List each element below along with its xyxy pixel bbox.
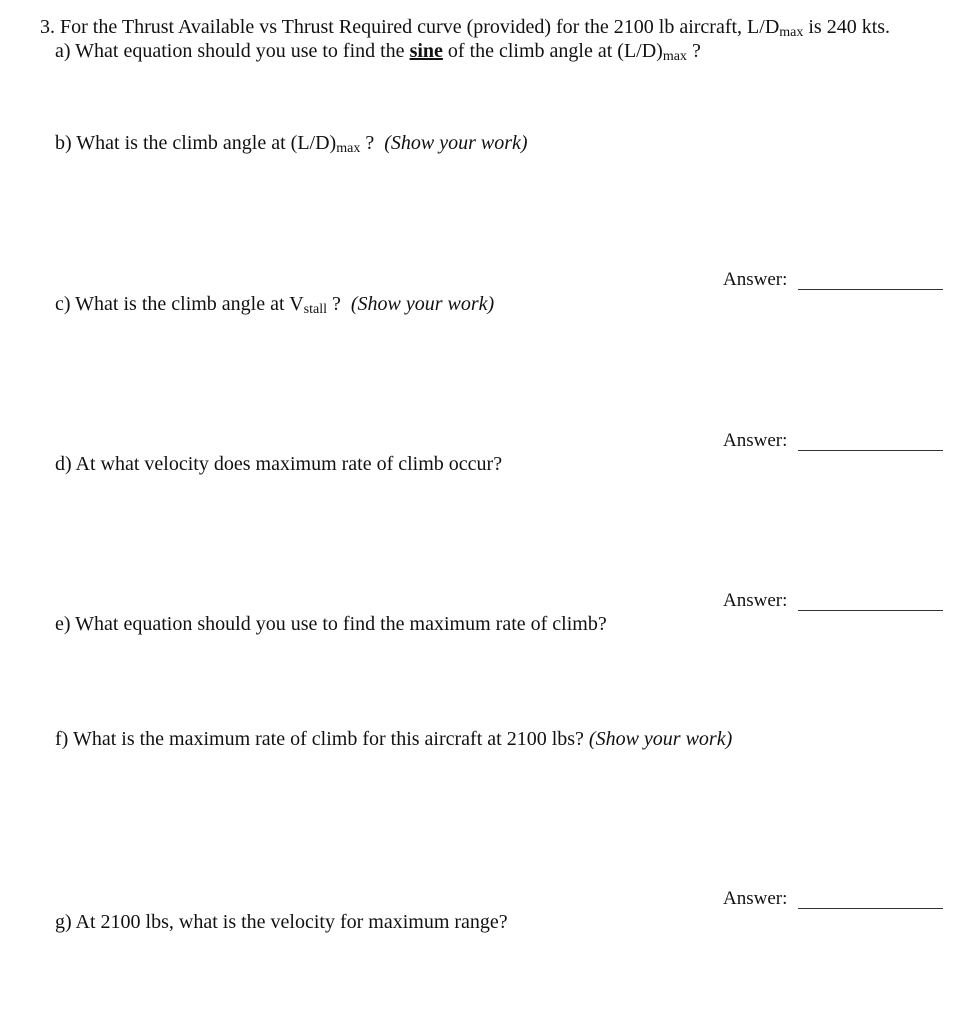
answer-label: Answer: — [723, 590, 788, 611]
question-3-text-end: is 240 kts. — [803, 16, 891, 38]
question-c-mid: ? — [326, 293, 346, 315]
question-g: g) At 2100 lbs, what is the velocity for maximum range? — [55, 911, 508, 933]
question-c — [55, 292, 494, 319]
question-a-emphasis: sine — [409, 40, 443, 62]
question-f-prefix: f) What is the maximum rate of climb for this aircraft at 2100 lbs? — [55, 728, 589, 750]
answer-label: Answer: — [723, 269, 788, 290]
answer-label: Answer: — [723, 888, 788, 909]
question-b — [55, 131, 528, 158]
subscript-stall: stall — [303, 302, 327, 317]
show-work-note: (Show your work) — [350, 293, 495, 315]
show-work-note: (Show your work) — [384, 132, 528, 154]
question-3-text: For the Thrust Available vs Thrust Required curve (provided) for the 2100 lb aircraft, L/D — [60, 16, 780, 38]
question-b-prefix: b) What is the climb angle at (L/D) — [55, 132, 337, 154]
show-work-note: (Show your work) — [588, 728, 733, 750]
subscript-max: max — [779, 25, 804, 40]
question-d: d) At what velocity does maximum rate of climb occur? — [55, 453, 503, 475]
question-a-mid: of the climb angle at (L/D) — [442, 40, 663, 62]
question-c-prefix: c) What is the climb angle at V — [55, 293, 304, 315]
question-a — [55, 39, 701, 66]
question-number: 3. — [40, 16, 55, 38]
question-a-end: ? — [686, 40, 701, 62]
question-3-intro — [40, 15, 890, 42]
answer-label: Answer: — [723, 430, 788, 451]
subscript-max: max — [336, 141, 361, 156]
question-f — [55, 727, 732, 751]
question-a-prefix: a) What equation should you use to find the — [55, 40, 410, 62]
answer-blank[interactable] — [798, 289, 943, 290]
answer-blank[interactable] — [798, 610, 943, 611]
answer-blank[interactable] — [798, 450, 943, 451]
question-b-mid: ? — [360, 132, 380, 154]
answer-blank[interactable] — [798, 908, 943, 909]
question-e: e) What equation should you use to find the maximum rate of climb? — [55, 613, 607, 635]
subscript-max: max — [662, 49, 687, 64]
